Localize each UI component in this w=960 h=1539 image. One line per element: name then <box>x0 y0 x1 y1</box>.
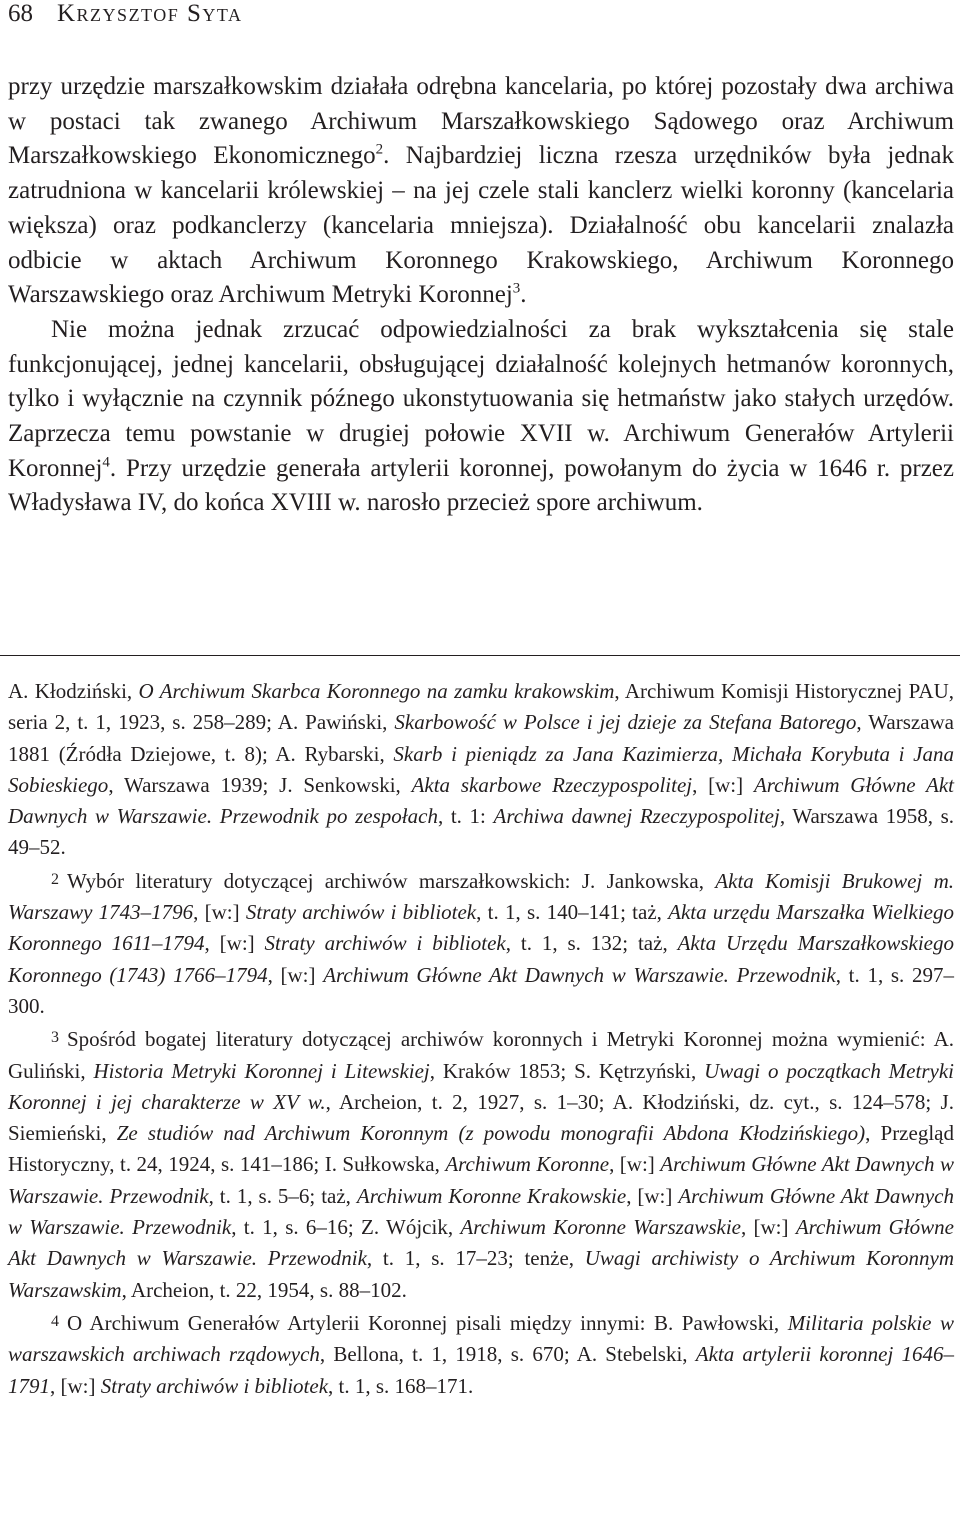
paragraph-2: Nie można jednak zrzucać odpowiedzialności za brak wykształcenia się stale funkcjonującej, jednej kancelarii, obsługującej działalność kolejnych hetmanów koronnych, tylko i wyłącznie na czynnik późnego ukonstytuowania się hetmaństw jako stałych urzędów. Zaprzecza temu powstanie w drugiej połowie XVII w. Archiwum Generałów Artylerii Koronnej$^4$. Przy urzędzie generała artylerii koronnej, powołanym do życia w 1646 r. przez Władysława IV, do końca XVIII w. narosło przecież spore archiwum. <box>8 315 954 517</box>
footnote-ref-4[interactable]: 4 <box>102 454 110 471</box>
footnote-1: A. Kłodziński, O Archiwum Skarbca Koronnego na zamku krakowskim, Archiwum Komisji Historycznej PAU, seria 2, t. 1, 1923, s. 258–289; A. Pawiński, Skarbowość w Polsce i jej dzieje za Stefana Batorego, Warszawa 1881 (Źródła Dziejowe, t. 8); A. Rybarski, Skarb i pieniądz za Jana Kazimierza, Michała Korybuta i Jana Sobieskiego, Warszawa 1939; J. Senkowski, Akta skarbowe Rzeczypospolitej, [w:] Archiwum Główne Akt Dawnych w Warszawie. Przewodnik po zespołach, t. 1: Archiwa dawnej Rzeczypospolitej, Warszawa 1958, s. 49–52. <box>8 679 955 860</box>
footnote-3: 3 Spośród bogatej literatury dotyczącej archiwów koronnych i Metryki Koronnej można wymienić: A. Guliński, Historia Metryki Koronnej i Litewskiej, Kraków 1853; S. Kętrzyński, Uwagi o początkach Metryki Koronnej i jej charakterze w XV w., Archeion, t. 2, 1927, s. 1–30; A. Kłodziński, dz. cyt., s. 124–578; J. Siemieński, Ze studiów nad Archiwum Koronnym (z powodu monografii Abdona Kłodzińskiego), Przegląd Historyczny, t. 24, 1924, s. 141–186; I. Sułkowska, Archiwum Koronne, [w:] Archiwum Główne Akt Dawnych w Warszawie. Przewodnik, t. 1, s. 5–6; taż, Archiwum Koronne Krakowskie, [w:] Archiwum Główne Akt Dawnych w Warszawie. Przewodnik, t. 1, s. 6–16; Z. Wójcik, Archiwum Koronne Warszawskie, [w:] Archiwum Główne Akt Dawnych w Warszawie. Przewodnik, t. 1, s. 17–23; tenże, Uwagi archiwisty o Archiwum Koronnym Warszawskim, Archeion, t. 22, 1954, s. 88–102. <box>8 1027 954 1302</box>
footnote-number: 4 <box>51 1312 59 1330</box>
running-header <box>8 0 242 34</box>
paragraph-1: przy urzędzie marszałkowskim działała odrębna kancelaria, po której pozostały dwa archiwa w postaci tak zwanego Archiwum Marszałkowskiego Sądowego oraz Archiwum Marszałkowskiego Ekonomicznego$^2$. Najbardziej liczna rzesza urzędników była jednak zatrudniona w kancelarii królewskiej – na jej czele stali kanclerz wielki koronny (kancelaria większa) oraz podkanclerzy (kancelaria mniejsza). Działalność obu kancelarii znalazła odbicie w aktach Archiwum Koronnego Krakowskiego, Archiwum Koronnego Warszawskiego oraz Archiwum Metryki Koronnej$^3$. <box>8 73 954 309</box>
footnotes <box>8 676 954 1402</box>
footnote-ref-3[interactable]: 3 <box>512 280 521 297</box>
body-text <box>8 70 954 521</box>
footnote-separator <box>0 655 960 656</box>
footnote-4: 4 O Archiwum Generałów Artylerii Koronnej pisali między innymi: B. Pawłowski, Militaria polskie w warszawskich archiwach rządowych, Bellona, t. 1, 1918, s. 670; A. Stebelski, Akta artylerii koronnej 1646–1791, [w:] Straty archiwów i bibliotek, t. 1, s. 168–171. <box>8 1310 955 1398</box>
footnote-ref-2[interactable]: 2 <box>375 142 384 159</box>
page-number: 68 <box>8 0 33 27</box>
footnote-number: 3 <box>51 1029 59 1047</box>
footnote-2: 2 Wybór literatury dotyczącej archiwów marszałkowskich: J. Jankowska, Akta Komisji Brukowej m. Warszawy 1743–1796, [w:] Straty archiwów i bibliotek, t. 1, s. 140–141; taż, Akta urzędu Marszałka Wielkiego Koronnego 1611–1794, [w:] Straty archiwów i bibliotek, t. 1, s. 132; taż, Akta Urzędu Marszałkowskiego Koronnego (1743) 1766–1794, [w:] Archiwum Główne Akt Dawnych w Warszawie. Przewodnik, t. 1, s. 297–300. <box>8 868 954 1018</box>
running-head-author: Krzysztof Syta <box>57 0 243 27</box>
footnote-number: 2 <box>51 870 59 888</box>
